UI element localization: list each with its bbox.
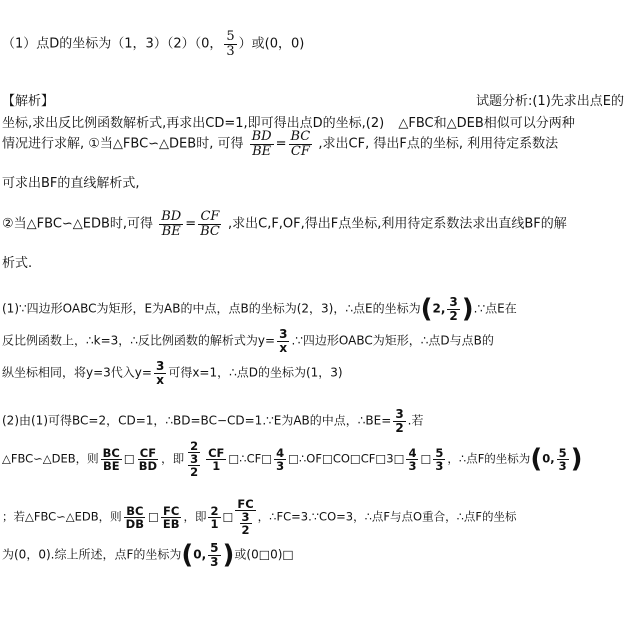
q2-pt-d: 3 — [558, 458, 567, 473]
sol-q2a: △FBC∽△DEB，则 — [2, 451, 99, 466]
sol-q3a: ；若△FBC∽△EDB，则 — [2, 509, 122, 524]
sol-q1: (2)由(1)可得BC=2，CD=1，∴BD=BC−CD=1.∵E为AB的中点，∴BE= — [2, 413, 392, 428]
sol-q1-frac — [393, 408, 405, 434]
sol-q1b: .若 — [407, 413, 424, 428]
sol-p3-d: x — [156, 372, 164, 387]
analysis-title: 【解析】 — [2, 94, 55, 109]
q3-big-fd: 2 — [241, 523, 250, 538]
analysis-l5-frac1 — [159, 210, 183, 238]
sol-q2-f6 — [433, 447, 445, 472]
q4-pt-d: 3 — [210, 554, 219, 569]
q2-box: □ — [123, 451, 135, 466]
sol-q3-f1 — [124, 505, 146, 530]
right-lead-text: 试题分析:(1)先求出点E的 — [475, 94, 624, 109]
sol-p2-frac — [277, 328, 289, 354]
sol-p1-d: 2 — [449, 308, 458, 323]
sol-p2a: 反比例函数上，∴k=3，∴反比例函数的解析式为y= — [2, 333, 276, 348]
l5-eq: = — [185, 216, 197, 232]
analysis-l4: 可求出BF的直线解析式, — [2, 176, 140, 191]
q2-pt-frac — [557, 447, 569, 472]
sol-q1-n: 3 — [395, 407, 404, 421]
q4-pt-x: 0, — [193, 547, 207, 562]
sol-q2-f5 — [406, 447, 418, 472]
l3-eq: = — [275, 136, 287, 152]
analysis-l2b: △FBC和△DEB相似可以分两种 — [398, 116, 575, 131]
analysis-line-3 — [2, 130, 558, 158]
sol-q3-f2 — [161, 505, 182, 530]
analysis-l3-frac2 — [289, 130, 313, 158]
sol-p1-x: 2, — [432, 301, 446, 316]
analysis-line-4 — [2, 172, 140, 191]
solution-p2 — [2, 328, 494, 354]
l3-f2-den: CF — [290, 143, 310, 159]
answer-suffix: ）或(0，0) — [238, 36, 305, 52]
q2-big-fn: 3 — [190, 452, 199, 467]
l5-f1-num: BD — [161, 209, 182, 224]
paren-open: ( — [420, 294, 433, 324]
sol-p1a: (1)∵四边形OABC为矩形，E为AB的中点，点B的坐标为(2，3)，∴点E的坐标为 — [2, 301, 421, 316]
q3-f2-n: FC — [163, 503, 180, 518]
sol-p1-n: 3 — [449, 294, 458, 309]
sol-q2-big — [186, 440, 202, 478]
sol-q1-d: 2 — [395, 420, 404, 435]
q3-big-den — [238, 511, 254, 536]
q3-f3-n: 2 — [210, 503, 219, 518]
answer-fraction — [224, 30, 236, 58]
q4-paren-open: ( — [181, 540, 194, 570]
q2-rest1: □∴CF□ — [228, 451, 273, 466]
solution-q3 — [2, 498, 517, 536]
q2-pt-n: 5 — [558, 445, 567, 460]
q3-f3-d: 1 — [210, 516, 219, 531]
sol-p3b: 可得x=1，∴点D的坐标为(1，3) — [168, 365, 343, 380]
answer-prefix: （1）点D的坐标为（1，3）（2）（0， — [2, 36, 223, 52]
analysis-l5-frac2 — [198, 210, 222, 238]
solution-q1 — [2, 408, 424, 434]
sol-q2-f1 — [101, 447, 122, 472]
q2-paren-open: ( — [530, 444, 543, 475]
q2-rest3: ，∴点F的坐标为 — [447, 451, 531, 466]
q3-mid: ，即 — [183, 509, 207, 524]
analysis-l5b: ,求出C,F,OF,得出F点坐标,利用待定系数法求出直线BF的解 — [227, 216, 567, 232]
q2-big-fd: 2 — [190, 465, 199, 480]
l5-f2-num: CF — [200, 209, 220, 224]
sol-p2b: .∵四边形OABC为矩形，∴点D与点B的 — [291, 333, 494, 348]
q3-big-fn: 3 — [241, 510, 250, 525]
l5-f1-den: BE — [161, 223, 181, 239]
q3-box2: □ — [222, 509, 234, 524]
q3-f2-d: EB — [162, 516, 180, 531]
analysis-line-2 — [2, 112, 575, 131]
q2-f6-n: 5 — [435, 445, 444, 460]
q4-pt-n: 5 — [210, 540, 219, 555]
sol-q2-f3 — [206, 447, 226, 472]
analysis-l3-frac1 — [250, 130, 274, 158]
q4-paren-close: ) — [222, 540, 235, 570]
answer-num: 5 — [226, 29, 235, 44]
q3-rest: ，∴FC=3.∵CO=3，∴点F与点O重合，∴点F的坐标 — [257, 509, 517, 524]
analysis-l5a: ②当△FBC∽△EDB时,可得 — [2, 216, 154, 232]
q3-f1-n: BC — [126, 503, 144, 518]
solution-p3 — [2, 360, 343, 386]
analysis-l3b: ,求出CF, 得出F点的坐标, 利用待定系数法 — [318, 136, 559, 152]
q3-box: □ — [147, 509, 159, 524]
q2-f1-d: BE — [102, 458, 120, 473]
sol-p1b: .∵点E在 — [473, 301, 517, 316]
q4-pt-frac — [208, 542, 220, 568]
sol-q4a: 为(0，0).综上所述，点F的坐标为 — [2, 547, 182, 562]
q2-f3-n: CF — [208, 445, 225, 460]
analysis-l6: 析式. — [2, 256, 33, 271]
q3-f1-d: DB — [125, 516, 144, 531]
analysis-header — [2, 90, 54, 109]
sol-p3-n: 3 — [155, 359, 165, 373]
solution-q4 — [2, 540, 294, 570]
q2-pt-x: 0, — [542, 451, 555, 466]
q2-big-den — [186, 453, 202, 478]
answer-den: 3 — [226, 43, 235, 59]
q2-big-n: 2 — [190, 439, 199, 453]
q2-f2-d: BD — [138, 458, 158, 473]
analysis-l3a: 情况进行求解, ①当△FBC∽△DEB时, 可得 — [2, 136, 244, 152]
l5-f2-den: BC — [200, 223, 220, 239]
l3-f1-den: BE — [252, 143, 272, 159]
l3-f2-num: BC — [290, 129, 311, 144]
sol-q3-big — [235, 498, 255, 536]
paren-close: ) — [461, 294, 474, 324]
sol-q2-f2 — [137, 447, 159, 472]
sol-q3-f3 — [208, 505, 220, 530]
sol-p2-n: 3 — [279, 327, 288, 341]
answer-line — [2, 30, 304, 58]
solution-q2 — [2, 440, 582, 478]
sol-p1-frac — [447, 296, 459, 322]
q2-f2-n: CF — [139, 445, 157, 460]
sol-p3-frac — [154, 360, 166, 386]
q2-f3-d: 1 — [212, 458, 221, 473]
l3-f1-num: BD — [251, 129, 272, 144]
q2-f6-d: 3 — [435, 458, 444, 473]
analysis-line-6 — [2, 252, 32, 271]
q2-box2: □ — [420, 451, 432, 466]
q2-mid: ，即 — [161, 451, 185, 466]
q3-big-n: FC — [237, 497, 254, 511]
q2-f5-n: 4 — [408, 445, 417, 460]
analysis-right-lead — [476, 90, 624, 109]
sol-q4b: 或(0□0)□ — [234, 547, 294, 562]
sol-p2-d: x — [279, 340, 288, 355]
solution-p1 — [2, 294, 517, 324]
sol-p3: 纵坐标相同，将y=3代入y= — [2, 365, 152, 380]
q2-f1-n: BC — [102, 445, 120, 460]
q2-rest2: □∴OF□CO□CF□3□ — [288, 451, 405, 466]
q2-f4-n: 4 — [276, 445, 285, 460]
q2-paren-close: ) — [570, 444, 583, 475]
q2-f4-d: 3 — [276, 458, 285, 473]
analysis-l2a: 坐标,求出反比例函数解析式,再求出CD=1,即可得出点D的坐标,(2) — [2, 116, 385, 131]
analysis-line-5 — [2, 210, 567, 238]
sol-q2-f4 — [274, 447, 286, 472]
q2-f5-d: 3 — [408, 458, 417, 473]
